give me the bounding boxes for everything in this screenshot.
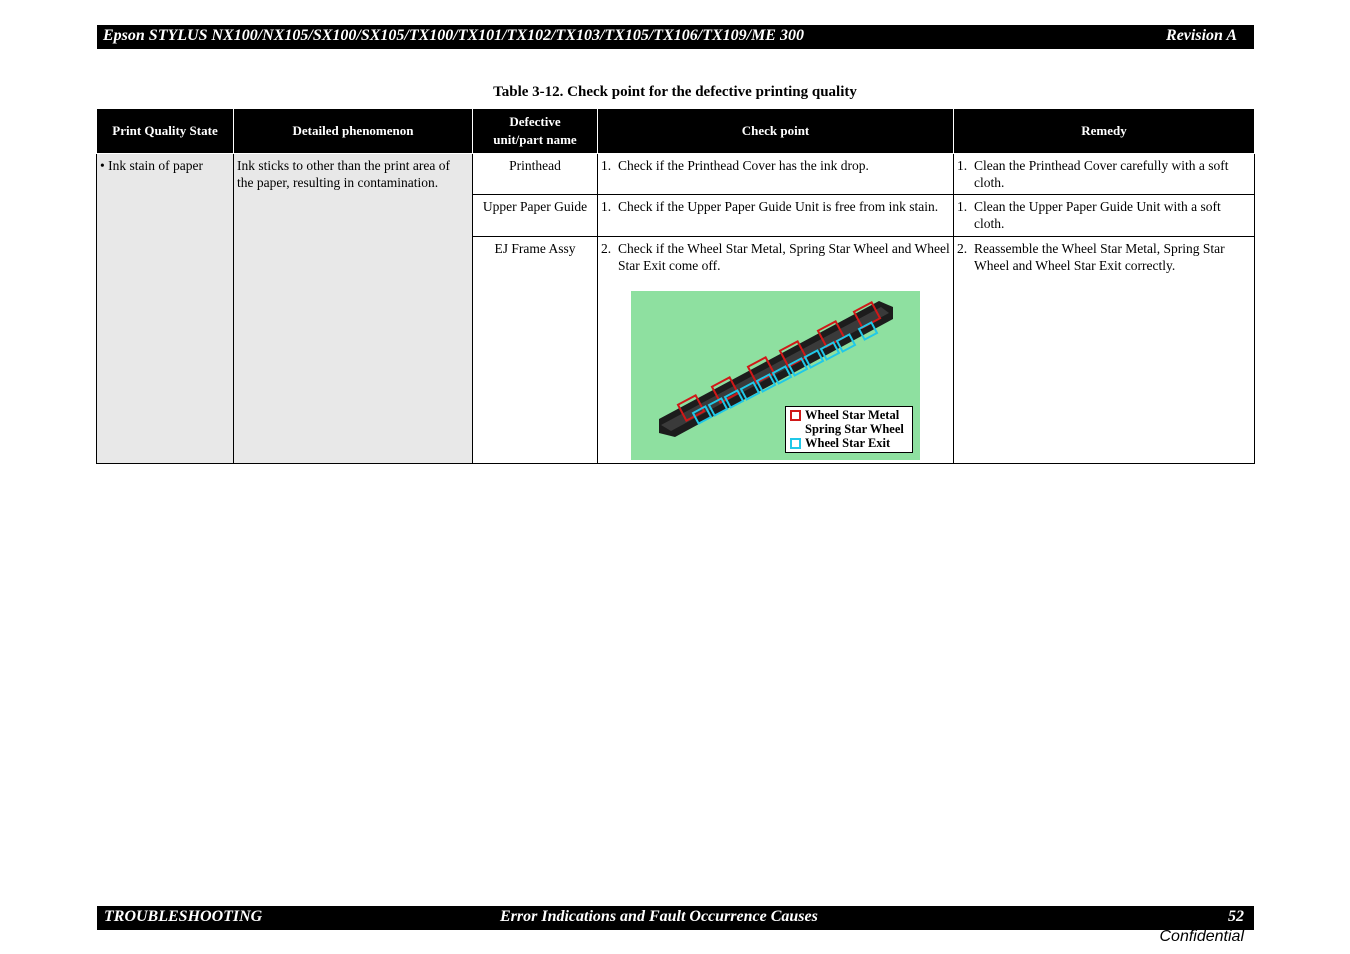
check-point-table [96, 108, 1255, 464]
legend-spring-star-wheel: Spring Star Wheel [805, 422, 904, 436]
check-number: 1. [601, 199, 612, 214]
col-header-remedy: Remedy [954, 109, 1255, 154]
ej-frame-photo [631, 291, 920, 460]
check-cell [598, 154, 954, 195]
check-text: Check if the Printhead Cover has the ink drop. [618, 158, 869, 173]
table-caption: Table 3-12. Check point for the defective printing quality [493, 84, 857, 100]
remedy-cell [954, 195, 1255, 237]
remedy-text: Reassemble the Wheel Star Metal, Spring Star Wheel and Wheel Star Exit correctly. [974, 241, 1225, 273]
page-footer [97, 906, 1254, 930]
remedy-number: 1. [957, 158, 968, 173]
confidential-label: Confidential [1159, 928, 1244, 945]
remedy-number: 2. [957, 241, 968, 256]
check-number: 1. [601, 158, 612, 173]
remedy-number: 1. [957, 199, 968, 214]
col-header-part: Defective unit/part name [473, 109, 598, 154]
header-revision: Revision A [1166, 27, 1237, 44]
check-text: Check if the Wheel Star Metal, Spring Star Wheel and Wheel Star Exit come off. [618, 241, 950, 273]
legend-wheel-star-exit: Wheel Star Exit [805, 436, 891, 450]
col-header-check: Check point [598, 109, 954, 154]
part-cell: Upper Paper Guide [473, 195, 598, 237]
table-header-row [97, 109, 1255, 154]
check-cell [598, 237, 954, 464]
photo-legend [785, 406, 913, 453]
part-cell: Printhead [473, 154, 598, 195]
phenomenon-cell: Ink sticks to other than the print area of the paper, resulting in contamination. [234, 154, 473, 464]
red-marker-icon [790, 410, 801, 421]
footer-page-number: 52 [1228, 908, 1244, 925]
page-header [97, 25, 1254, 49]
check-text: Check if the Upper Paper Guide Unit is free from ink stain. [618, 199, 939, 214]
remedy-text: Clean the Printhead Cover carefully with a soft cloth. [974, 158, 1229, 190]
remedy-cell [954, 154, 1255, 195]
col-header-phenomenon: Detailed phenomenon [234, 109, 473, 154]
part-cell: EJ Frame Assy [473, 237, 598, 464]
header-title: Epson STYLUS NX100/NX105/SX100/SX105/TX100/TX101/TX102/TX103/TX105/TX106/TX109/ME 300 [103, 27, 804, 44]
col-header-state: Print Quality State [97, 109, 234, 154]
footer-chapter: Error Indications and Fault Occurrence Causes [500, 908, 818, 925]
state-cell: • Ink stain of paper [97, 154, 234, 464]
cyan-marker-icon [790, 438, 801, 449]
remedy-cell [954, 237, 1255, 464]
remedy-text: Clean the Upper Paper Guide Unit with a soft cloth. [974, 199, 1221, 231]
table-row [97, 154, 1255, 195]
check-cell [598, 195, 954, 237]
legend-wheel-star-metal: Wheel Star Metal [805, 408, 900, 422]
footer-section: TROUBLESHOOTING [104, 908, 263, 925]
check-number: 2. [601, 241, 612, 256]
